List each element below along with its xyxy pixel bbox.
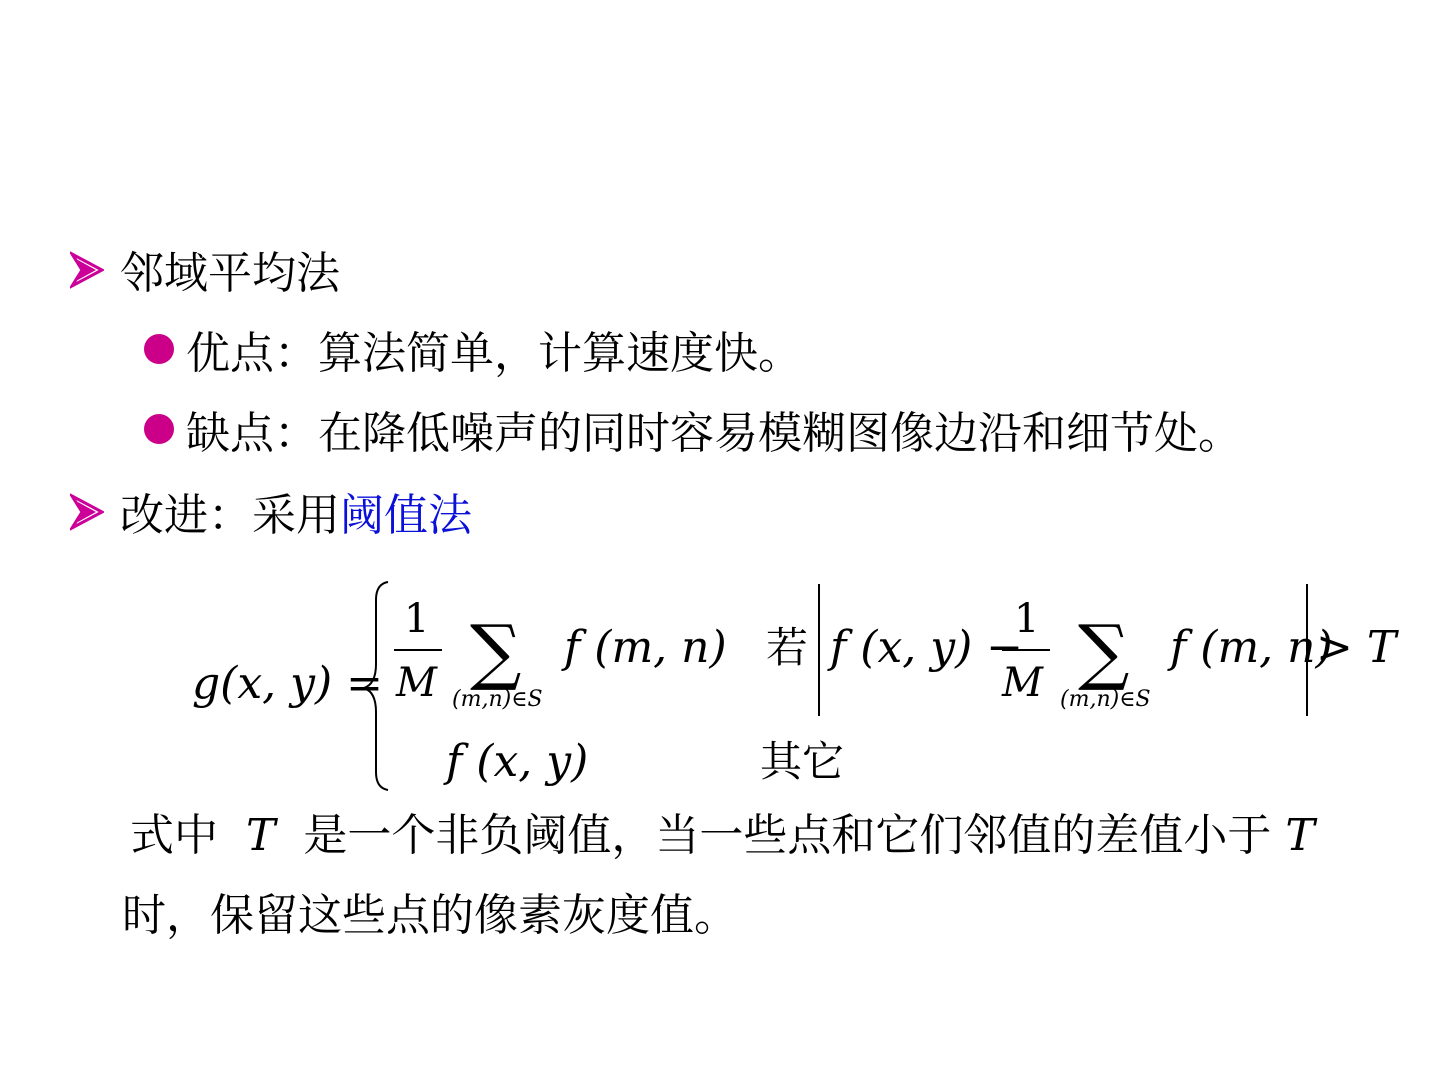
advantage-text: 优点：算法简单，计算速度快。 <box>186 328 802 379</box>
condition-term: f (m, n) <box>1170 622 1333 673</box>
condition-numerator: 1 <box>1014 596 1040 642</box>
disadvantage-text: 缺点：在降低噪声的同时容易模糊图像边沿和细节处。 <box>186 408 1242 459</box>
condition-rhs: > T <box>1316 622 1397 673</box>
condition-sum-subscript: (m,n)∈S <box>1060 687 1151 712</box>
threshold-method-highlight: 阈值法 <box>340 490 472 541</box>
formula-lhs: g(x, y) = <box>192 658 383 709</box>
explanation-part2: 是一个非负阈值，当一些点和它们邻值的差值小于 <box>303 810 1272 861</box>
case1-sum-subscript: (m,n)∈S <box>452 687 543 712</box>
case2-word: 其它 <box>760 737 845 786</box>
heading-neighborhood-average: 邻域平均法 <box>120 248 340 299</box>
variable-t: T <box>246 810 276 861</box>
condition-sigma: ∑ <box>1078 609 1130 693</box>
case1-sigma: ∑ <box>470 609 522 693</box>
explanation-part1: 式中 <box>130 810 218 861</box>
condition-denominator: M <box>1002 660 1043 706</box>
explanation-line-1 <box>130 810 1315 862</box>
variable-t: T <box>1285 810 1315 861</box>
case1-term: f (m, n) <box>564 622 727 673</box>
explanation-line-2: 时，保留这些点的像素灰度值。 <box>122 890 738 941</box>
case1-numerator: 1 <box>404 596 430 642</box>
case1-denominator: M <box>396 660 437 706</box>
case2-value: f (x, y) <box>446 736 589 787</box>
condition-inner: f (x, y) − <box>830 622 1024 673</box>
improvement-prefix: 改进：采用 <box>120 490 340 541</box>
condition-word: 若 <box>766 623 809 672</box>
